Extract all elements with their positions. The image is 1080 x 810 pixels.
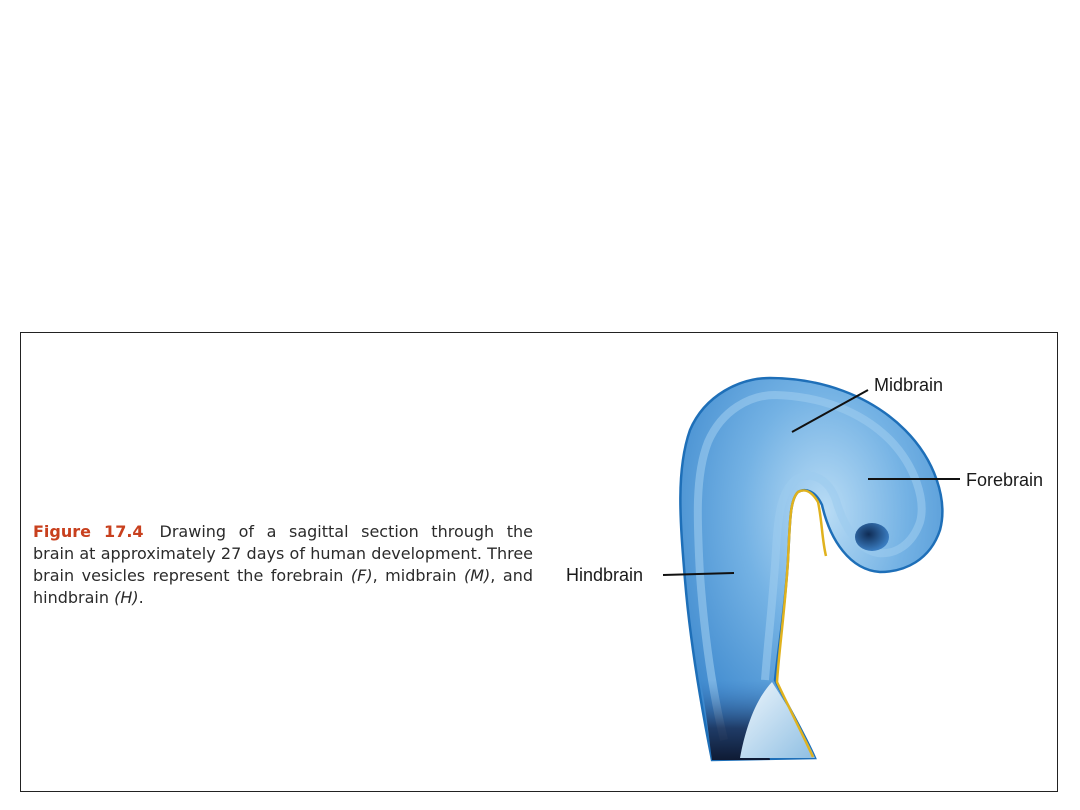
caption-line-1: Figure 17.4 Drawing of a sagittal section through the bbox=[33, 522, 533, 541]
caption-line-3: brain vesicles represent the forebrain (F), midbrain (M), and bbox=[33, 566, 533, 585]
caption-line-2: brain at approximately 27 days of human development. Three bbox=[33, 544, 533, 563]
forebrain-cavity bbox=[855, 523, 889, 551]
midbrain-label: Midbrain bbox=[874, 375, 944, 395]
figure-label: Figure 17.4 bbox=[33, 522, 144, 541]
hindbrain-label: Hindbrain bbox=[566, 565, 644, 585]
forebrain-label: Forebrain bbox=[966, 470, 1044, 490]
caption-line-4: hindbrain (H). bbox=[33, 588, 144, 607]
